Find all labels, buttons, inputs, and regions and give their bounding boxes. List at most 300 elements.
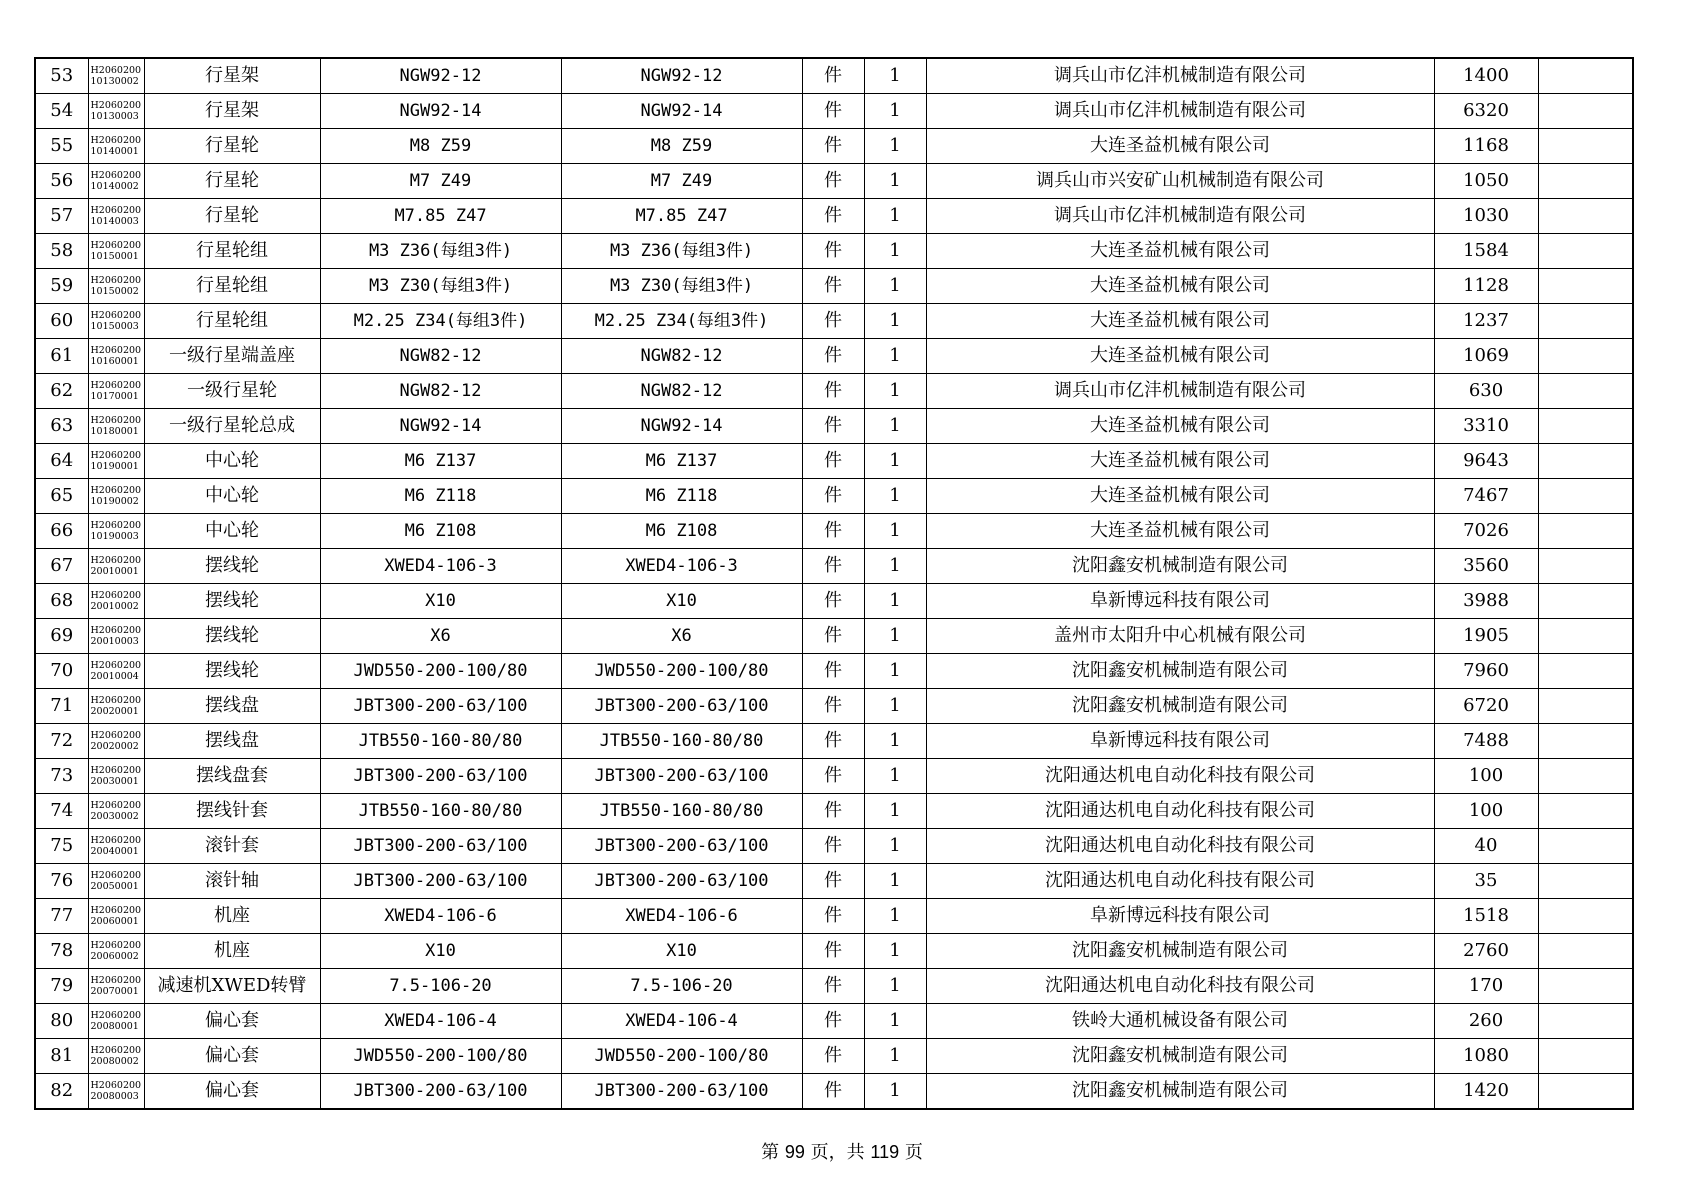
remark-cell [1538,94,1633,129]
model-cell: JBT300-200-63/100 [561,864,802,899]
material-code-cell [88,1039,144,1074]
material-code-line-1: H2060200 [90,380,142,391]
supplier-cell: 大连圣益机械有限公司 [926,129,1434,164]
material-code-line-2: 20060002 [90,951,139,962]
material-code-cell [88,234,144,269]
spec-cell: JBT300-200-63/100 [320,759,561,794]
unit-cell: 件 [802,724,864,759]
unit-cell: 件 [802,339,864,374]
table-row [35,969,1633,1004]
row-number-cell: 76 [35,864,88,899]
model-cell: JWD550-200-100/80 [561,1039,802,1074]
model-cell: M3 Z30(每组3件) [561,269,802,304]
supplier-cell: 调兵山市亿沣机械制造有限公司 [926,199,1434,234]
table-row [35,654,1633,689]
part-name-cell: 一级行星轮 [144,374,320,409]
row-number-cell: 71 [35,689,88,724]
row-number-cell: 59 [35,269,88,304]
unit-cell: 件 [802,689,864,724]
supplier-cell: 铁岭大通机械设备有限公司 [926,1004,1434,1039]
supplier-cell: 大连圣益机械有限公司 [926,304,1434,339]
material-code-cell [88,514,144,549]
price-cell: 100 [1434,794,1538,829]
model-cell: M7.85 Z47 [561,199,802,234]
material-code-line-1: H2060200 [90,170,142,181]
remark-cell [1538,444,1633,479]
quantity-cell: 1 [864,934,926,969]
supplier-cell: 沈阳通达机电自动化科技有限公司 [926,794,1434,829]
parts-price-table [34,57,1634,1110]
part-name-cell: 摆线轮 [144,619,320,654]
model-cell: JBT300-200-63/100 [561,829,802,864]
supplier-cell: 沈阳鑫安机械制造有限公司 [926,1074,1434,1110]
unit-cell: 件 [802,619,864,654]
part-name-cell: 中心轮 [144,444,320,479]
spec-cell: XWED4-106-6 [320,899,561,934]
model-cell: X10 [561,584,802,619]
unit-cell: 件 [802,94,864,129]
material-code-line-2: 20030002 [90,811,139,822]
supplier-cell: 阜新博远科技有限公司 [926,899,1434,934]
unit-cell: 件 [802,654,864,689]
table-row [35,724,1633,759]
quantity-cell: 1 [864,514,926,549]
material-code-cell [88,759,144,794]
price-cell: 3310 [1434,409,1538,444]
material-code-cell [88,1074,144,1110]
row-number-cell: 68 [35,584,88,619]
spec-cell: M7.85 Z47 [320,199,561,234]
part-name-cell: 偏心套 [144,1004,320,1039]
material-code-cell [88,479,144,514]
material-code-cell [88,444,144,479]
unit-cell: 件 [802,164,864,199]
part-name-cell: 行星轮组 [144,234,320,269]
part-name-cell: 行星架 [144,58,320,94]
quantity-cell: 1 [864,969,926,1004]
remark-cell [1538,269,1633,304]
quantity-cell: 1 [864,794,926,829]
material-code-cell [88,689,144,724]
quantity-cell: 1 [864,339,926,374]
material-code-line-2: 20010004 [90,671,139,682]
spec-cell: M3 Z36(每组3件) [320,234,561,269]
spec-cell: NGW92-14 [320,409,561,444]
quantity-cell: 1 [864,619,926,654]
spec-cell: NGW92-14 [320,94,561,129]
material-code-line-1: H2060200 [90,905,142,916]
material-code-cell [88,654,144,689]
price-cell: 1584 [1434,234,1538,269]
unit-cell: 件 [802,269,864,304]
row-number-cell: 57 [35,199,88,234]
row-number-cell: 58 [35,234,88,269]
material-code-line-2: 10140003 [90,216,139,227]
table-row [35,269,1633,304]
quantity-cell: 1 [864,724,926,759]
remark-cell [1538,934,1633,969]
price-cell: 1030 [1434,199,1538,234]
row-number-cell: 73 [35,759,88,794]
material-code-line-1: H2060200 [90,310,142,321]
material-code-cell [88,304,144,339]
table-row [35,374,1633,409]
spec-cell: XWED4-106-4 [320,1004,561,1039]
quantity-cell: 1 [864,58,926,94]
model-cell: X10 [561,934,802,969]
quantity-cell: 1 [864,899,926,934]
material-code-line-2: 10140002 [90,181,139,192]
unit-cell: 件 [802,969,864,1004]
remark-cell [1538,339,1633,374]
spec-cell: M6 Z108 [320,514,561,549]
material-code-line-1: H2060200 [90,590,142,601]
unit-cell: 件 [802,409,864,444]
remark-cell [1538,654,1633,689]
unit-cell: 件 [802,1039,864,1074]
unit-cell: 件 [802,479,864,514]
table-row [35,794,1633,829]
price-cell: 40 [1434,829,1538,864]
material-code-line-2: 20060001 [90,916,139,927]
spec-cell: M7 Z49 [320,164,561,199]
row-number-cell: 56 [35,164,88,199]
material-code-line-1: H2060200 [90,765,142,776]
part-name-cell: 摆线轮 [144,654,320,689]
material-code-line-1: H2060200 [90,65,142,76]
quantity-cell: 1 [864,164,926,199]
price-cell: 630 [1434,374,1538,409]
material-code-line-1: H2060200 [90,275,142,286]
model-cell: M6 Z108 [561,514,802,549]
supplier-cell: 沈阳通达机电自动化科技有限公司 [926,969,1434,1004]
remark-cell [1538,479,1633,514]
part-name-cell: 行星轮 [144,164,320,199]
model-cell: M7 Z49 [561,164,802,199]
remark-cell [1538,1074,1633,1110]
remark-cell [1538,58,1633,94]
spec-cell: M6 Z118 [320,479,561,514]
table-row [35,58,1633,94]
spec-cell: NGW82-12 [320,339,561,374]
row-number-cell: 81 [35,1039,88,1074]
part-name-cell: 摆线针套 [144,794,320,829]
material-code-line-1: H2060200 [90,555,142,566]
remark-cell [1538,164,1633,199]
price-cell: 7026 [1434,514,1538,549]
row-number-cell: 61 [35,339,88,374]
material-code-line-2: 20030001 [90,776,139,787]
quantity-cell: 1 [864,1039,926,1074]
supplier-cell: 阜新博远科技有限公司 [926,724,1434,759]
material-code-cell [88,549,144,584]
material-code-line-2: 20010002 [90,601,139,612]
part-name-cell: 中心轮 [144,514,320,549]
material-code-line-1: H2060200 [90,485,142,496]
spec-cell: JBT300-200-63/100 [320,864,561,899]
spec-cell: JBT300-200-63/100 [320,1074,561,1110]
remark-cell [1538,514,1633,549]
material-code-cell [88,339,144,374]
model-cell: NGW92-12 [561,58,802,94]
model-cell: M6 Z118 [561,479,802,514]
row-number-cell: 70 [35,654,88,689]
quantity-cell: 1 [864,1004,926,1039]
part-name-cell: 偏心套 [144,1039,320,1074]
material-code-line-2: 20080003 [90,1091,139,1102]
model-cell: XWED4-106-6 [561,899,802,934]
model-cell: JTB550-160-80/80 [561,724,802,759]
remark-cell [1538,724,1633,759]
part-name-cell: 滚针套 [144,829,320,864]
quantity-cell: 1 [864,269,926,304]
supplier-cell: 调兵山市亿沣机械制造有限公司 [926,58,1434,94]
model-cell: JTB550-160-80/80 [561,794,802,829]
table-row [35,94,1633,129]
part-name-cell: 摆线轮 [144,584,320,619]
unit-cell: 件 [802,794,864,829]
row-number-cell: 54 [35,94,88,129]
unit-cell: 件 [802,1004,864,1039]
unit-cell: 件 [802,129,864,164]
supplier-cell: 大连圣益机械有限公司 [926,269,1434,304]
spec-cell: M3 Z30(每组3件) [320,269,561,304]
remark-cell [1538,584,1633,619]
price-cell: 9643 [1434,444,1538,479]
price-cell: 3560 [1434,549,1538,584]
price-cell: 1237 [1434,304,1538,339]
material-code-line-2: 10140001 [90,146,139,157]
row-number-cell: 77 [35,899,88,934]
table-row [35,759,1633,794]
table-row [35,619,1633,654]
material-code-line-2: 20080002 [90,1056,139,1067]
part-name-cell: 一级行星轮总成 [144,409,320,444]
supplier-cell: 调兵山市亿沣机械制造有限公司 [926,374,1434,409]
material-code-cell [88,129,144,164]
price-cell: 260 [1434,1004,1538,1039]
table-row [35,409,1633,444]
row-number-cell: 63 [35,409,88,444]
material-code-line-2: 20050001 [90,881,139,892]
unit-cell: 件 [802,1074,864,1110]
part-name-cell: 行星轮 [144,129,320,164]
quantity-cell: 1 [864,479,926,514]
material-code-line-2: 20080001 [90,1021,139,1032]
price-cell: 1420 [1434,1074,1538,1110]
material-code-cell [88,584,144,619]
remark-cell [1538,899,1633,934]
material-code-cell [88,864,144,899]
spec-cell: X6 [320,619,561,654]
table-row [35,899,1633,934]
supplier-cell: 沈阳鑫安机械制造有限公司 [926,689,1434,724]
material-code-line-1: H2060200 [90,660,142,671]
table-row [35,584,1633,619]
row-number-cell: 60 [35,304,88,339]
table-row [35,864,1633,899]
price-cell: 170 [1434,969,1538,1004]
price-cell: 1905 [1434,619,1538,654]
quantity-cell: 1 [864,129,926,164]
spec-cell: JWD550-200-100/80 [320,1039,561,1074]
table-row [35,304,1633,339]
unit-cell: 件 [802,234,864,269]
material-code-cell [88,934,144,969]
material-code-line-1: H2060200 [90,205,142,216]
unit-cell: 件 [802,549,864,584]
part-name-cell: 行星轮 [144,199,320,234]
spec-cell: JTB550-160-80/80 [320,724,561,759]
remark-cell [1538,829,1633,864]
price-cell: 1080 [1434,1039,1538,1074]
material-code-line-1: H2060200 [90,1045,142,1056]
model-cell: JBT300-200-63/100 [561,689,802,724]
table-row [35,1039,1633,1074]
row-number-cell: 72 [35,724,88,759]
material-code-line-2: 10130003 [90,111,139,122]
table-body [35,58,1633,1109]
unit-cell: 件 [802,514,864,549]
unit-cell: 件 [802,584,864,619]
unit-cell: 件 [802,199,864,234]
model-cell: JWD550-200-100/80 [561,654,802,689]
spec-cell: NGW82-12 [320,374,561,409]
material-code-line-2: 10190002 [90,496,139,507]
material-code-cell [88,164,144,199]
material-code-line-2: 10150001 [90,251,139,262]
part-name-cell: 中心轮 [144,479,320,514]
supplier-cell: 盖州市太阳升中心机械有限公司 [926,619,1434,654]
material-code-cell [88,269,144,304]
model-cell: XWED4-106-3 [561,549,802,584]
unit-cell: 件 [802,829,864,864]
remark-cell [1538,129,1633,164]
part-name-cell: 滚针轴 [144,864,320,899]
row-number-cell: 78 [35,934,88,969]
model-cell: NGW82-12 [561,339,802,374]
spec-cell: JTB550-160-80/80 [320,794,561,829]
price-cell: 1050 [1434,164,1538,199]
material-code-line-2: 10180001 [90,426,139,437]
supplier-cell: 大连圣益机械有限公司 [926,409,1434,444]
price-cell: 7467 [1434,479,1538,514]
remark-cell [1538,864,1633,899]
spec-cell: JWD550-200-100/80 [320,654,561,689]
supplier-cell: 大连圣益机械有限公司 [926,234,1434,269]
material-code-line-1: H2060200 [90,240,142,251]
row-number-cell: 80 [35,1004,88,1039]
remark-cell [1538,409,1633,444]
part-name-cell: 摆线盘 [144,724,320,759]
row-number-cell: 67 [35,549,88,584]
remark-cell [1538,199,1633,234]
price-cell: 7488 [1434,724,1538,759]
quantity-cell: 1 [864,759,926,794]
material-code-cell [88,899,144,934]
spec-cell: JBT300-200-63/100 [320,689,561,724]
material-code-line-2: 10190003 [90,531,139,542]
supplier-cell: 沈阳鑫安机械制造有限公司 [926,1039,1434,1074]
part-name-cell: 行星架 [144,94,320,129]
row-number-cell: 65 [35,479,88,514]
remark-cell [1538,1039,1633,1074]
model-cell: X6 [561,619,802,654]
row-number-cell: 82 [35,1074,88,1110]
spec-cell: M6 Z137 [320,444,561,479]
part-name-cell: 摆线盘套 [144,759,320,794]
model-cell: NGW92-14 [561,409,802,444]
unit-cell: 件 [802,444,864,479]
spec-cell: NGW92-12 [320,58,561,94]
supplier-cell: 调兵山市兴安矿山机械制造有限公司 [926,164,1434,199]
material-code-cell [88,1004,144,1039]
price-cell: 100 [1434,759,1538,794]
spec-cell: XWED4-106-3 [320,549,561,584]
page-label-middle: 页，共 [810,1142,865,1163]
price-cell: 1400 [1434,58,1538,94]
table-row [35,444,1633,479]
model-cell: M3 Z36(每组3件) [561,234,802,269]
model-cell: M8 Z59 [561,129,802,164]
material-code-line-1: H2060200 [90,730,142,741]
material-code-cell [88,199,144,234]
model-cell: M2.25 Z34(每组3件) [561,304,802,339]
price-cell: 35 [1434,864,1538,899]
quantity-cell: 1 [864,689,926,724]
remark-cell [1538,969,1633,1004]
material-code-cell [88,969,144,1004]
table-row [35,234,1633,269]
row-number-cell: 55 [35,129,88,164]
remark-cell [1538,1004,1633,1039]
material-code-line-1: H2060200 [90,1010,142,1021]
supplier-cell: 大连圣益机械有限公司 [926,514,1434,549]
remark-cell [1538,549,1633,584]
spec-cell: X10 [320,934,561,969]
material-code-line-1: H2060200 [90,800,142,811]
material-code-line-1: H2060200 [90,870,142,881]
supplier-cell: 沈阳鑫安机械制造有限公司 [926,934,1434,969]
price-cell: 6320 [1434,94,1538,129]
material-code-line-1: H2060200 [90,625,142,636]
supplier-cell: 大连圣益机械有限公司 [926,444,1434,479]
material-code-line-1: H2060200 [90,345,142,356]
unit-cell: 件 [802,374,864,409]
material-code-line-1: H2060200 [90,450,142,461]
material-code-line-1: H2060200 [90,835,142,846]
price-cell: 1128 [1434,269,1538,304]
material-code-line-1: H2060200 [90,940,142,951]
material-code-line-2: 20070001 [90,986,139,997]
row-number-cell: 79 [35,969,88,1004]
material-code-line-2: 20020001 [90,706,139,717]
quantity-cell: 1 [864,829,926,864]
material-code-line-1: H2060200 [90,1080,142,1091]
supplier-cell: 大连圣益机械有限公司 [926,339,1434,374]
model-cell: XWED4-106-4 [561,1004,802,1039]
supplier-cell: 沈阳通达机电自动化科技有限公司 [926,829,1434,864]
table-row [35,164,1633,199]
part-name-cell: 一级行星端盖座 [144,339,320,374]
material-code-line-2: 10170001 [90,391,139,402]
part-name-cell: 机座 [144,899,320,934]
table-row [35,199,1633,234]
model-cell: NGW82-12 [561,374,802,409]
row-number-cell: 69 [35,619,88,654]
table-row [35,1004,1633,1039]
material-code-line-2: 10150003 [90,321,139,332]
